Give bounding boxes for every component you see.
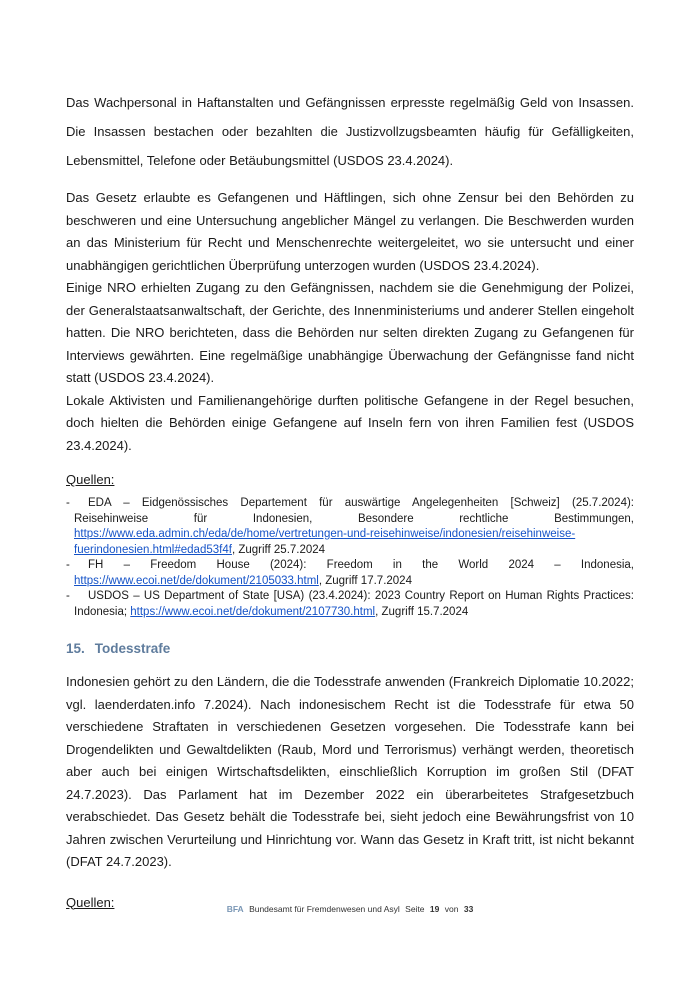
- source-text: EDA – Eidgenössisches Departement für auswärtige Angelegenheiten [Schweiz] (25.7.2024): Reisehinweise für Indonesien, Besondere rechtliche Bestimmungen,: [74, 497, 634, 525]
- source-access-date: , Zugriff 17.7.2024: [318, 574, 412, 587]
- sources-list: [66, 496, 634, 620]
- footer-page-word: Seite: [405, 904, 425, 914]
- body-paragraph: Lokale Aktivisten und Familienangehörige durften politische Gefangene in der Regel besuchen, doch hielten die Behörden einige Gefangene auf Inseln fern von ihren Familien fest (USDOS 23.4.2024).: [66, 392, 634, 453]
- section-number: 15.: [66, 641, 85, 656]
- source-text: USDOS – US Department of State [USA) (23.4.2024): 2023 Country Report on Human Rights Practices: Indonesia;: [74, 590, 634, 618]
- sources-heading: Quellen:: [66, 894, 115, 910]
- source-item: [66, 558, 634, 589]
- section-body-paragraph: Indonesien gehört zu den Ländern, die die Todesstrafe anwenden (Frankreich Diplomatie 10.2022; vgl. laenderdaten.info 7.2024). Nach indonesischem Recht ist die Todesstrafe für etwa 50 verschiedene Straftaten in verschiedenen Gesetzen vorgesehen. Die Todesstrafe kann bei Drogendelikten und Gewaltdelikten (Raub, Mord und Terrorismus) verhängt werden, theoretisch aber auch bei einigen Wirtschaftsdelikten, einschließlich Korruption im großen Stil (DFAT 24.7.2023). Das Parlament hat im Dezember 2022 ein überarbeitetes Strafgesetzbuch verabschiedet. Das Gesetz behält die Todesstrafe bei, sieht jedoch eine Bewährungsfrist von 10 Jahren zwischen Verurteilung und Hinrichtung vor. Wann das Gesetz in Kraft tritt, ist nicht bekannt (DFAT 24.7.2023).: [66, 674, 634, 869]
- page-footer: [0, 903, 700, 915]
- bullet-dash: -: [66, 590, 70, 602]
- source-link[interactable]: https://www.ecoi.net/de/dokument/2107730.html: [130, 605, 376, 618]
- sources-heading: Quellen:: [66, 472, 115, 487]
- body-paragraph: Das Gesetz erlaubte es Gefangenen und Häftlingen, sich ohne Zensur bei den Behörden zu beschweren und eine Untersuchung angeblicher Mängel zu verlangen. Die Beschwerden wurden an das Ministerium für Recht und Menschenrechte weitergeleitet, wo sie untersucht und einer unabhängigen gerichtlichen Überprüfung unterzogen wurden (USDOS 23.4.2024).: [66, 190, 634, 273]
- bfa-logo: BFA: [226, 904, 244, 914]
- page-content: [66, 88, 634, 919]
- footer-of-word: von: [444, 904, 459, 914]
- source-link[interactable]: https://www.ecoi.net/de/dokument/2105033.html: [74, 574, 319, 587]
- bullet-dash: -: [66, 559, 70, 571]
- source-text: FH – Freedom House (2024): Freedom in the World 2024 – Indonesia,: [88, 559, 634, 571]
- source-access-date: , Zugriff 15.7.2024: [375, 605, 469, 618]
- footer-org-name: Bundesamt für Fremdenwesen und Asyl: [249, 904, 400, 914]
- source-item: [66, 589, 634, 620]
- bullet-dash: -: [66, 497, 70, 509]
- section-heading: [66, 640, 634, 658]
- body-paragraph: Einige NRO erhielten Zugang zu den Gefängnissen, nachdem sie die Genehmigung der Polizei, der Generalstaatsanwaltschaft, der Gerichte, des Innenministeriums und anderer Stellen eingeholt hatten. Die NRO berichteten, dass die Behörden nur selten direkten Zugang zu Gefangenen für Interviews gewährten. Eine regelmäßige unabhängige Überwachung der Gefängnisse fand nicht statt (USDOS 23.4.2024).: [66, 280, 634, 385]
- source-access-date: , Zugriff 25.7.2024: [231, 543, 326, 556]
- body-paragraph: Das Wachpersonal in Haftanstalten und Gefängnissen erpresste regelmäßig Geld von Insassen. Die Insassen bestachen oder bezahlten die Justizvollzugsbeamten häufig für Gefälligkeiten, Lebensmittel, Telefone oder Betäubungsmittel (USDOS 23.4.2024).: [66, 95, 634, 168]
- footer-page-total: 33: [463, 904, 474, 914]
- section-title: Todesstrafe: [94, 641, 171, 656]
- footer-page-number: 19: [429, 904, 440, 914]
- source-item: [66, 496, 634, 558]
- source-link[interactable]: https://www.eda.admin.ch/eda/de/home/vertretungen-und-reisehinweise/indonesien/reisehinweise-fuerindonesien.html#edad53f4f: [74, 528, 576, 556]
